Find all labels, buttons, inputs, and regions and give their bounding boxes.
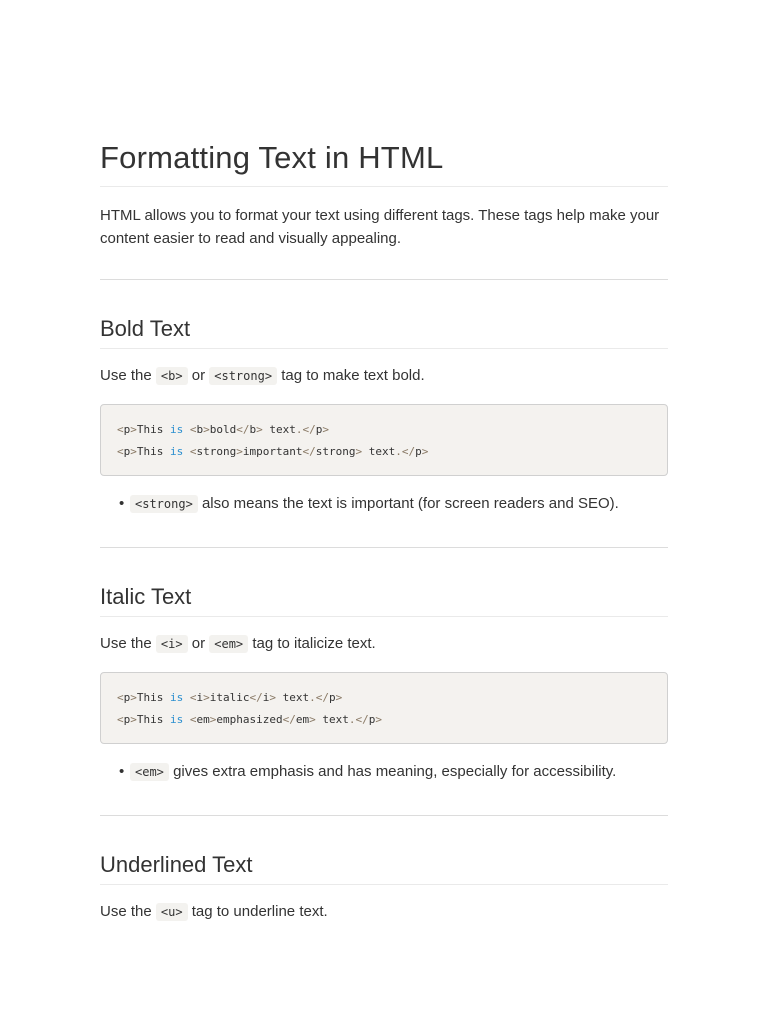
section-lead (100, 364, 668, 388)
inline-code-tag: <b> (156, 367, 188, 385)
code-line: <p>This is <b>bold</b> text.</p> (117, 423, 329, 436)
inline-code-tag: <em> (209, 635, 248, 653)
note-text: also means the text is important (for screen readers and SEO). (201, 495, 619, 512)
note-list (100, 760, 668, 784)
bullet-icon: • (119, 763, 125, 780)
section-italic (100, 582, 668, 784)
lead-suffix: tag to italicize text. (252, 635, 376, 652)
lead-suffix: tag to make text bold. (281, 367, 425, 384)
divider (100, 279, 668, 280)
section-heading: Underlined Text (100, 850, 668, 885)
divider (100, 547, 668, 548)
section-lead (100, 632, 668, 656)
bullet-icon: • (119, 495, 125, 512)
inline-code-tag: <em> (130, 763, 169, 781)
section-lead (100, 900, 668, 924)
code-block (100, 404, 668, 476)
section-heading: Bold Text (100, 314, 668, 349)
section-bold (100, 314, 668, 516)
inline-code-tag: <strong> (209, 367, 277, 385)
section-heading: Italic Text (100, 582, 668, 617)
lead-prefix: Use the (100, 903, 152, 920)
inline-code-tag: <strong> (130, 495, 198, 513)
code-line: <p>This is <em>emphasized</em> text.</p> (117, 713, 382, 726)
code-block (100, 672, 668, 744)
page-title: Formatting Text in HTML (100, 0, 668, 187)
section-underline (100, 850, 668, 924)
list-item (119, 492, 668, 516)
inline-code-tag: <u> (156, 903, 188, 921)
lead-prefix: Use the (100, 635, 152, 652)
intro-paragraph: HTML allows you to format your text using different tags. These tags help make your content easier to read and visually appealing. (100, 207, 660, 247)
code-line: <p>This is <i>italic</i> text.</p> (117, 691, 343, 704)
divider (100, 815, 668, 816)
lead-or: or (191, 635, 206, 652)
note-list (100, 492, 668, 516)
code-line: <p>This is <strong>important</strong> text.</p> (117, 445, 429, 458)
lead-prefix: Use the (100, 367, 152, 384)
note-text: gives extra emphasis and has meaning, especially for accessibility. (173, 763, 617, 780)
lead-suffix: tag to underline text. (191, 903, 328, 920)
list-item (119, 760, 668, 784)
lead-or: or (191, 367, 206, 384)
inline-code-tag: <i> (156, 635, 188, 653)
